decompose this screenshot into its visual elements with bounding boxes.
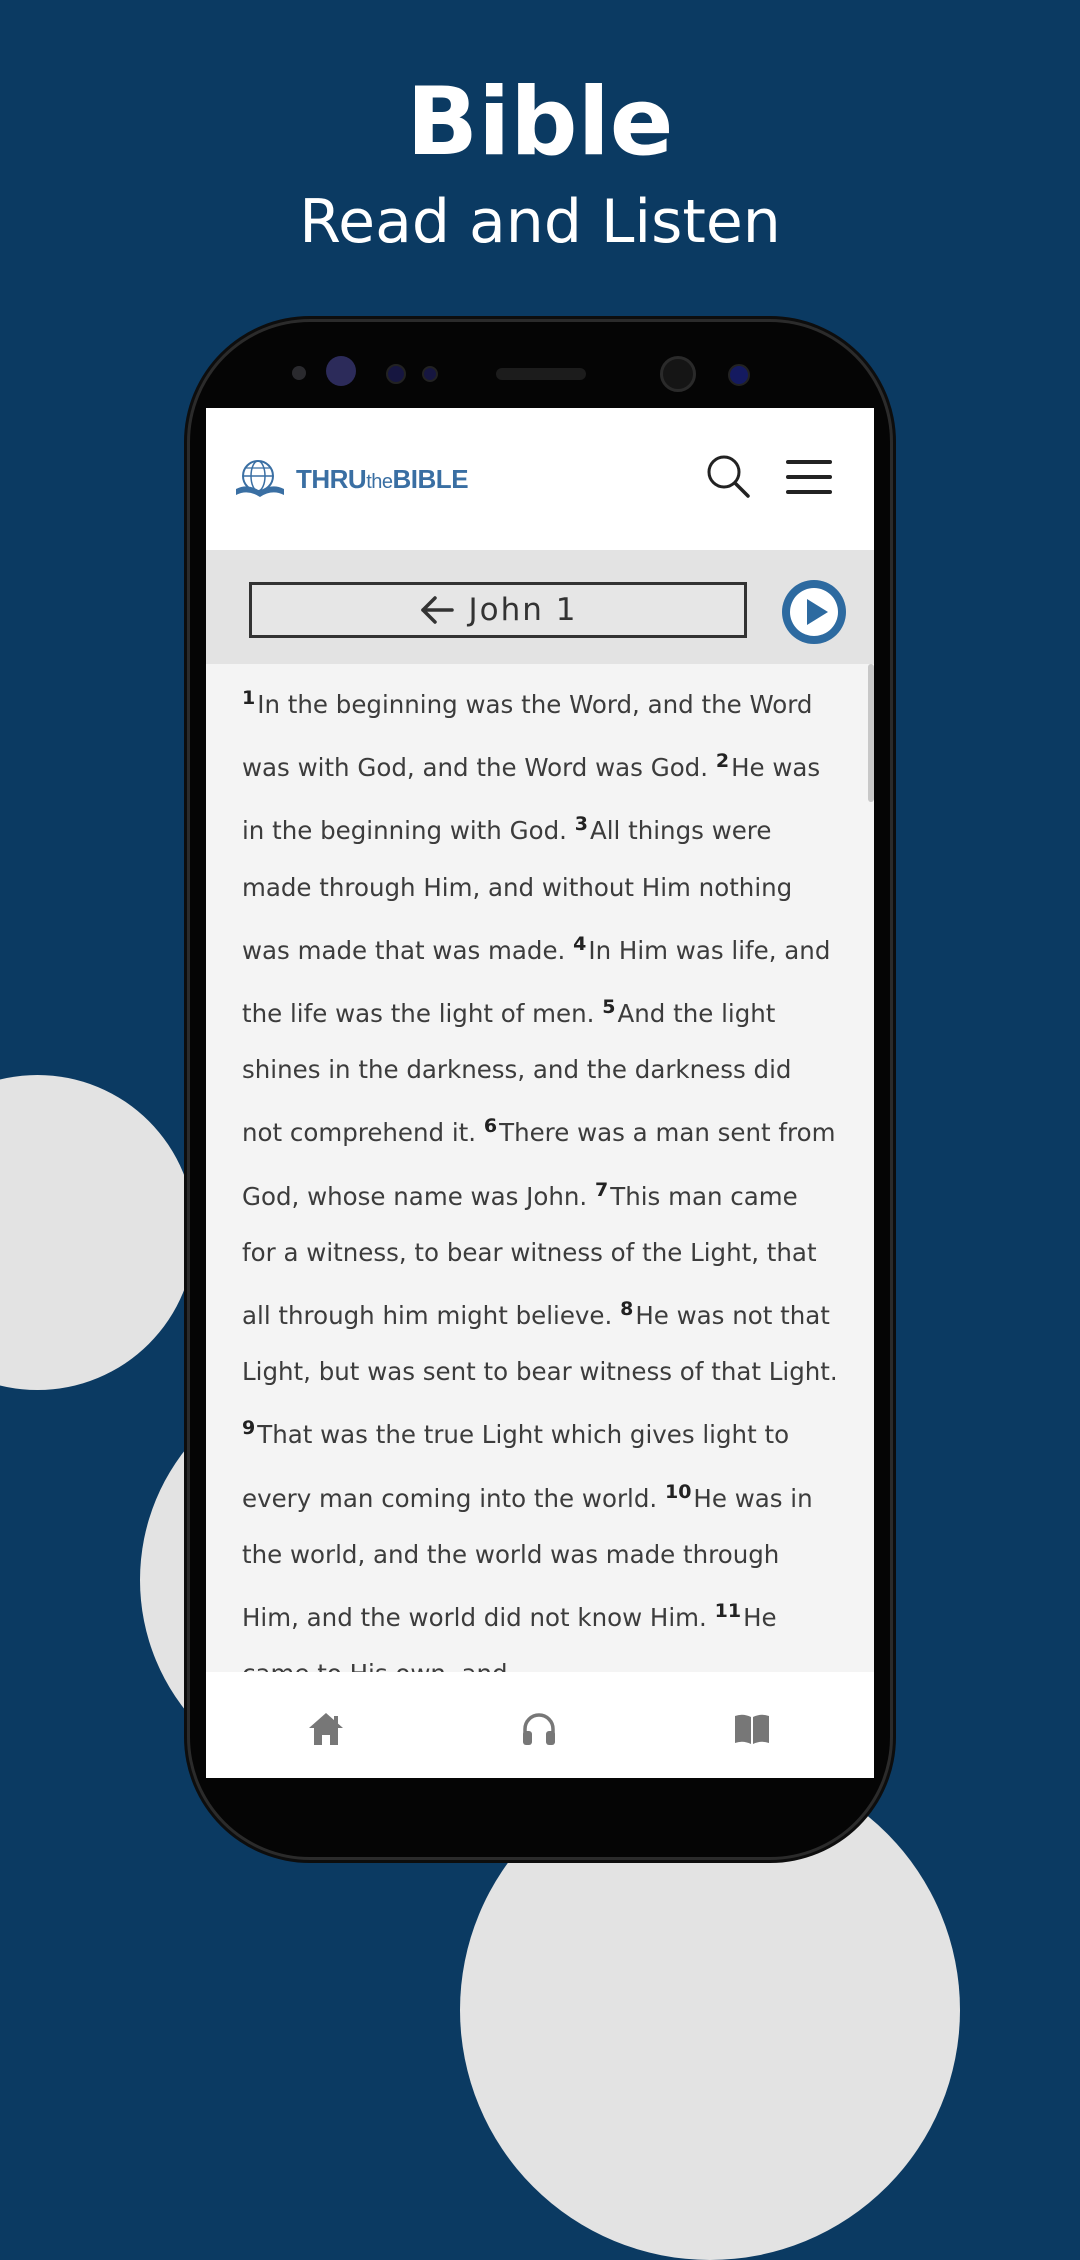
verse-number: 3 [574,813,588,836]
nav-read-button[interactable] [732,1710,772,1748]
chapter-text [242,670,838,1702]
home-icon [306,1710,346,1748]
phone-frame [190,322,890,1857]
verse-number: 1 [242,687,256,709]
nav-home-button[interactable] [306,1710,346,1748]
verse-number: 11 [714,1600,742,1623]
chapter-title: John 1 [468,592,578,628]
phone-front-camera [660,356,696,392]
verse-text[interactable]: He was in the world, and the world was made through Him, and the world did not know Him. [242,1483,813,1633]
app-header [206,408,874,550]
bottom-navigation [206,1672,874,1778]
play-audio-button[interactable] [782,580,846,644]
globe-book-icon [234,459,286,499]
verse-text[interactable]: In the beginning was the Word, and the Word was with God, and the Word was God. [242,690,813,783]
scrollbar[interactable] [868,664,874,802]
phone-sensor [292,366,306,380]
arrow-left-icon [419,595,455,625]
verse-number: 8 [620,1298,634,1321]
verse-text[interactable]: And the light shines in the darkness, and the darkness did not comprehend it. [242,999,792,1148]
phone-speaker [496,368,586,380]
verse-number: 4 [573,932,587,955]
headphones-icon [519,1710,559,1748]
app-screen [206,408,874,1778]
search-icon [704,452,752,500]
phone-sensor [422,366,438,382]
decorative-circle [0,1075,195,1390]
phone-sensor [326,356,356,386]
verse-number: 9 [242,1417,256,1440]
verse-text[interactable]: That was the true Light which gives light to every man coming into the world. [242,1420,790,1513]
scripture-text-area[interactable] [206,664,874,1672]
verse-number: 7 [595,1178,609,1201]
verse-text[interactable]: All things were made through Him, and without Him nothing was made that was made. [242,816,793,965]
nav-listen-button[interactable] [519,1710,559,1748]
verse-text[interactable]: He [743,1603,777,1633]
verse-text[interactable]: He was not that Light, but was sent to bear witness of that Light. [242,1301,838,1387]
promo-title: Bible [406,68,674,177]
verse-number: 10 [664,1480,692,1503]
verse-text[interactable]: There was a man sent from God, whose name was John. [242,1118,836,1211]
verse-number: 2 [715,750,730,773]
promo-subtitle: Read and Listen [299,187,781,257]
verse-text[interactable]: In Him was life, and the life was the light of men. [242,935,831,1029]
menu-button[interactable] [784,458,834,496]
verse-text[interactable]: He was in the beginning with God. [242,753,821,846]
search-button[interactable] [704,452,752,500]
logo-wordmark: THRUtheBIBLE [296,463,469,494]
verse-number: 6 [483,1115,498,1138]
chapter-bar [206,550,874,664]
phone-sensor [728,364,750,386]
hamburger-menu-icon [784,458,834,496]
thru-the-bible-logo[interactable] [234,454,468,504]
phone-sensor [386,364,406,384]
book-icon [732,1710,772,1748]
chapter-selector-button[interactable] [249,582,747,638]
play-icon [782,580,846,644]
verse-number: 5 [602,996,616,1019]
verse-text[interactable]: This man came for a witness, to bear witness of the Light, that all through him might believe. [242,1181,817,1331]
